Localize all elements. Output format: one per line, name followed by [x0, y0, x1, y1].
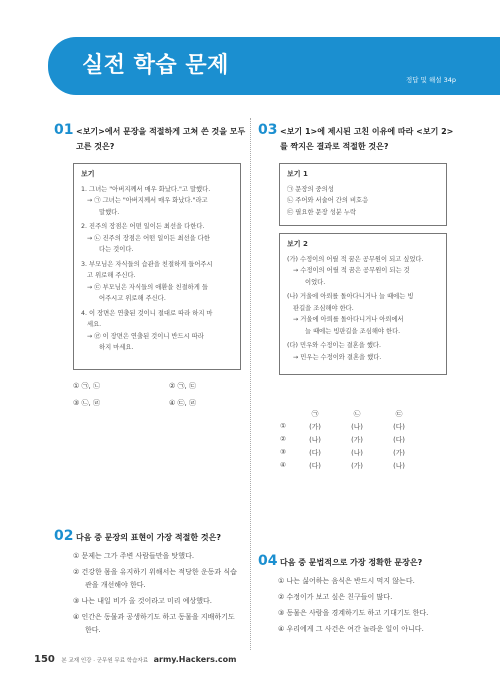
- grid-header: ㉠: [311, 409, 319, 418]
- grid-row-2[interactable]: [272, 432, 420, 445]
- example-item-line: 고 위로해 주신다.: [87, 272, 136, 279]
- question-4-number: 04: [258, 553, 278, 569]
- grid-cell: (가): [351, 435, 363, 444]
- grid-cell: (나): [393, 461, 405, 470]
- example-item-line: → ㉢ 부모님은 자식들의 애환을 친절하게 들: [87, 283, 208, 291]
- example-item-line: 어주시고 위로해 주신다.: [99, 295, 166, 302]
- grid-cell: (가): [393, 448, 405, 457]
- sentence-line: → 수정이의 어릴 적 꿈은 공무원이 되는 것: [293, 267, 410, 274]
- sentence-line: (나) 거울에 아뢰를 돌아다니거나 늘 때에는 빙: [287, 293, 414, 300]
- question-4-options: [278, 575, 483, 639]
- grid-cell: (나): [351, 422, 363, 431]
- reason-3: ㉢ 필요한 문장 성분 누락: [287, 208, 357, 216]
- example-item-line: 1. 그녀는 "아버지께서 매우 화났다."고 말했다.: [81, 185, 211, 193]
- answer-grid: [272, 406, 420, 471]
- answer-reference: 정답 및 해설 34p: [406, 76, 456, 84]
- example-item-line: → ㉣ 이 장면은 연출된 것이니 반드시 따라: [87, 332, 204, 340]
- choice-1[interactable]: ① ㉠, ㉡: [73, 382, 100, 390]
- sentence-b: [287, 291, 439, 337]
- page-number: 150: [34, 654, 55, 665]
- question-3-text-line1: <보기 1>에 제시된 고친 이유에 따라 <보기 2>: [280, 127, 454, 136]
- choice-2[interactable]: ② ㉠, ㉢: [169, 382, 196, 390]
- example-item-line: 2. 진주의 장점은 어떤 일이든 최선을 다한다.: [81, 223, 205, 230]
- question-1-number: 01: [54, 122, 74, 138]
- example-item-1: [81, 184, 233, 219]
- grid-row-3[interactable]: [272, 445, 420, 458]
- sentence-line: 이었다.: [305, 278, 326, 286]
- question-3-example-box-1: [279, 163, 447, 226]
- grid-cell: (가): [351, 461, 363, 470]
- section-header: [48, 37, 500, 95]
- example-item-line: 하지 마세요.: [99, 344, 134, 351]
- grid-cell: (다): [393, 435, 405, 444]
- question-3-text-line2: 를 짝지은 결과로 적절한 것은?: [280, 142, 389, 151]
- example-box-1-label: 보기 1: [287, 170, 308, 178]
- choice-4[interactable]: ④ ㉢, ㉣: [169, 399, 196, 407]
- grid-cell: ②: [279, 434, 287, 443]
- example-item-2: [81, 221, 233, 256]
- page-footer: [34, 654, 236, 665]
- example-item-line: → ㉡ 진주의 장점은 어떤 일이든 최선을 다한: [87, 234, 210, 242]
- option-2[interactable]: ② 수정이가 보고 싶은 친구들이 많다.: [278, 593, 393, 601]
- grid-cell: (나): [309, 435, 321, 444]
- option-2[interactable]: ② 건강한 몸을 유지하기 위해서는 적당한 운동과 식습관을 개선해야 한다.: [73, 568, 237, 589]
- option-4[interactable]: ④ 우리에게 그 사건은 여간 놀라운 일이 아니다.: [278, 625, 424, 633]
- option-3[interactable]: ③ 동물은 사람을 경계하기도 하고 기대기도 한다.: [278, 609, 429, 617]
- question-3-text: [280, 124, 453, 154]
- grid-header: ㉢: [395, 409, 403, 418]
- sentence-c: [287, 340, 439, 363]
- example-item-line: 3. 부모님은 자식들의 습관을 친절하게 들어주시: [81, 260, 213, 268]
- option-4[interactable]: ④ 인간은 동물과 공생하기도 하고 동물을 지배하기도 한다.: [73, 613, 235, 634]
- example-item-line: 4. 이 장면은 연출된 것이니 절대로 따라 하지 마: [81, 309, 213, 317]
- grid-cell: (다): [309, 461, 321, 470]
- sentence-a: [287, 254, 439, 289]
- footer-description: 본 교재 인강 · 군무원 무료 학습자료: [61, 658, 149, 664]
- sentence-line: → 거울에 아뢰를 돌아다니거나 아뢰에서: [293, 316, 404, 323]
- option-1[interactable]: ① 나는 싫어하는 음식은 반드시 먹지 않는다.: [278, 577, 415, 585]
- example-item-4: [81, 308, 233, 354]
- grid-header: ㉡: [353, 409, 361, 418]
- grid-cell: (다): [393, 422, 405, 431]
- reason-2: ㉡ 주어와 서술어 간의 비호응: [287, 197, 369, 204]
- grid-cell: (다): [309, 448, 321, 457]
- question-2-text: 다음 중 문장의 표현이 가장 적절한 것은?: [76, 533, 221, 542]
- example-box-2-label: 보기 2: [287, 240, 308, 248]
- example-item-line: 세요.: [87, 321, 102, 328]
- footer-site-link[interactable]: army.Hackers.com: [153, 655, 237, 664]
- grid-cell: (나): [351, 448, 363, 457]
- grid-cell: ④: [279, 460, 287, 469]
- grid-cell: (가): [309, 422, 321, 431]
- sentence-line: (다) 민우와 수정이는 결혼을 했다.: [287, 342, 381, 349]
- choice-3[interactable]: ③ ㉡, ㉣: [73, 399, 100, 407]
- question-1-example-box: [73, 163, 241, 370]
- sentence-line: → 민우는 수정이와 결혼을 했다.: [293, 353, 382, 361]
- example-item-3: [81, 259, 233, 305]
- question-2-number: 02: [54, 528, 74, 544]
- question-1-text-line2: 고른 것은?: [76, 142, 115, 151]
- example-item-line: 말했다.: [99, 208, 120, 216]
- question-3-number: 03: [258, 122, 278, 138]
- sentence-line: (가) 수정이의 어릴 적 꿈은 공무원이 되고 싶었다.: [287, 255, 424, 263]
- grid-cell: ③: [279, 447, 287, 456]
- example-item-line: 다는 것이다.: [99, 246, 134, 253]
- grid-row-1[interactable]: [272, 419, 420, 432]
- sentence-line: 판길을 조심해야 한다.: [293, 304, 354, 312]
- reason-1: ㉠ 문장의 중의성: [287, 185, 334, 193]
- question-1-text: [76, 124, 245, 154]
- option-1[interactable]: ① 문제는 그가 주변 사람들만을 탓했다.: [73, 552, 195, 560]
- question-1-choices: [73, 378, 265, 412]
- example-box-label: 보기: [81, 170, 95, 178]
- question-1-text-line1: <보기>에서 문장을 적절하게 고쳐 쓴 것을 모두: [76, 127, 246, 136]
- grid-row-4[interactable]: [272, 458, 420, 471]
- sentence-line: 늘 때에는 빙판길을 조심해야 한다.: [305, 327, 401, 335]
- question-4-text: 다음 중 문법적으로 가장 정확한 문장은?: [280, 558, 423, 567]
- option-3[interactable]: ③ 나는 내일 비가 올 것이라고 미리 예상했다.: [73, 597, 213, 605]
- grid-header-row: [272, 406, 420, 419]
- grid-cell: ①: [279, 421, 287, 430]
- question-2-options: [73, 550, 243, 640]
- section-title: 실전 학습 문제: [82, 53, 229, 78]
- example-item-line: → ㉠ 그녀는 "아버지께서 매우 화났다."라고: [87, 197, 208, 204]
- question-3-example-box-2: [279, 233, 447, 375]
